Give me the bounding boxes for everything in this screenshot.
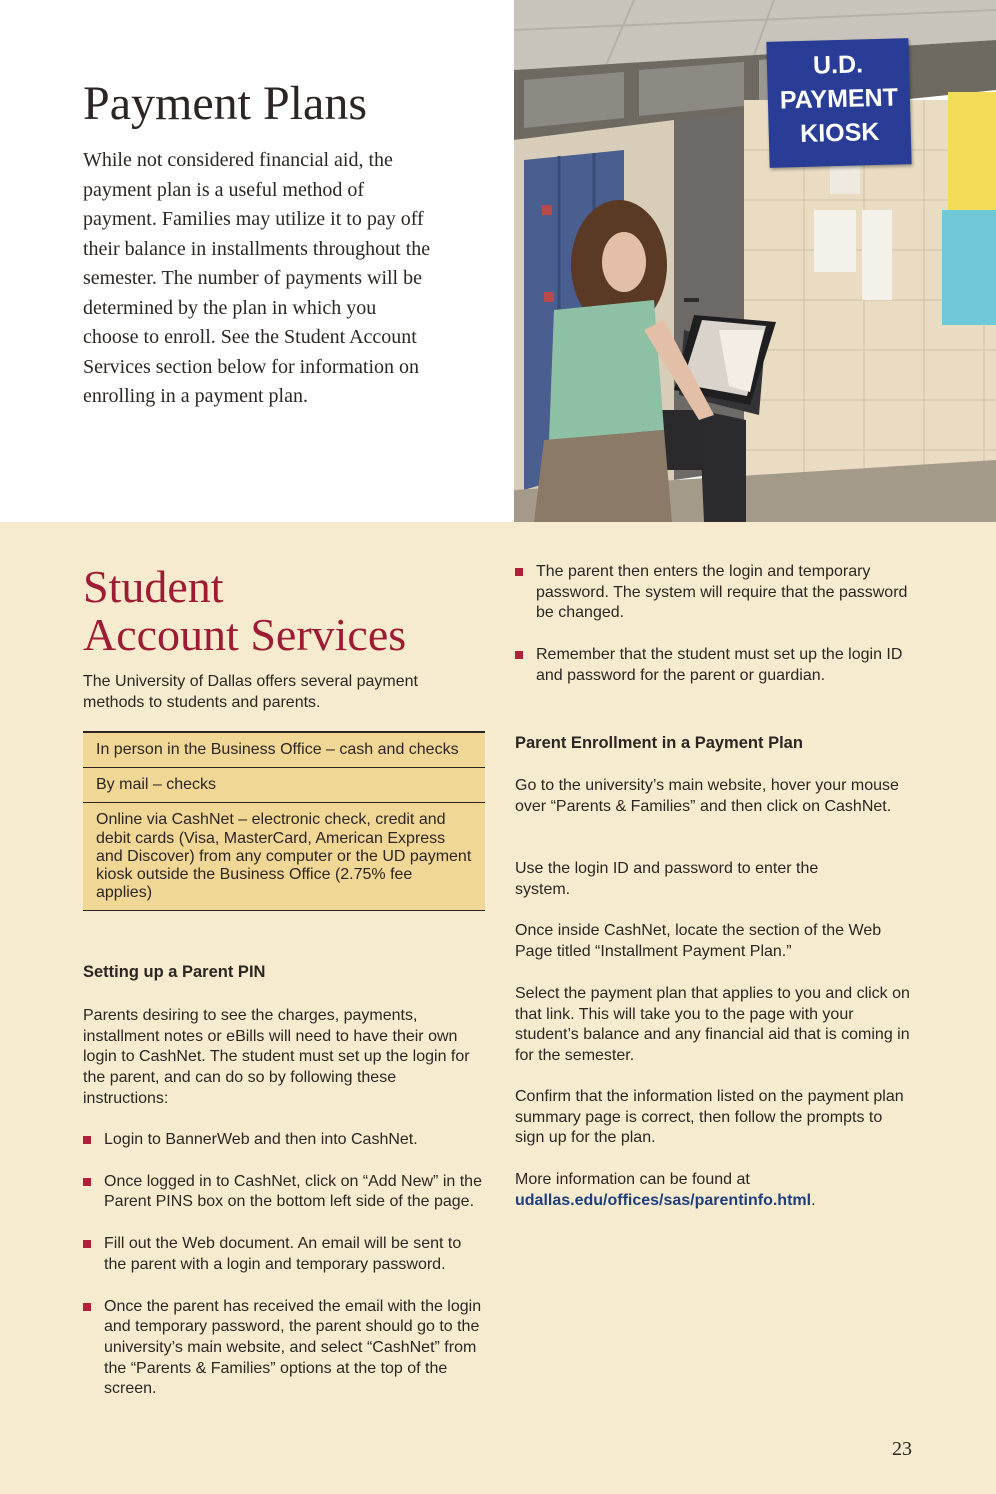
payment-plans-section: [0, 0, 996, 522]
enrollment-paragraph: Once inside CashNet, locate the section of the Web Page titled “Installment Payment Plan.”: [515, 922, 882, 960]
table-row: [83, 732, 485, 768]
list-item: Login to BannerWeb and then into CashNet.: [83, 1130, 485, 1151]
list-item: Fill out the Web document. An email will be sent to the parent with a login and temporary password.: [83, 1234, 485, 1275]
parent-pin-steps-right: [515, 562, 913, 708]
enrollment-heading: Parent Enrollment in a Payment Plan: [515, 734, 803, 752]
parent-pin-intro: Parents desiring to see the charges, payments, installment notes or eBills will need to have their own login to CashNet. The student must set up the login for the parent, and can do so by following these instructions:: [83, 1007, 470, 1107]
enrollment-paragraph: Go to the university’s main website, hover your mouse over “Parents & Families” and then click on CashNet.: [515, 777, 899, 815]
kiosk-photo: [514, 0, 996, 522]
student-account-services-title: [83, 563, 406, 659]
kiosk-sign-line: U.D.: [812, 50, 864, 80]
title-line: Account Services: [83, 609, 407, 660]
enrollment-paragraph: Confirm that the information listed on the payment plan summary page is correct, then follow the prompts to sign up for the plan.: [515, 1088, 904, 1147]
page-number: 23: [892, 1438, 912, 1460]
more-info: [515, 1170, 913, 1211]
enrollment-paragraph: Select the payment plan that applies to you and click on that link. This will take you to the page with your student’s balance and any financial aid that is coming in for the semester.: [515, 985, 910, 1065]
sas-intro: The University of Dallas offers several payment methods to students and parents.: [83, 673, 418, 711]
payment-methods-table: [83, 731, 485, 911]
list-item: Remember that the student must set up the login ID and password for the parent or guardian.: [515, 645, 913, 686]
list-item: Once logged in to CashNet, click on “Add New” in the Parent PINS box on the bottom left side of the page.: [83, 1172, 485, 1213]
kiosk-sign: [766, 38, 911, 168]
list-item: The parent then enters the login and temporary password. The system will require that the password be changed.: [515, 562, 913, 624]
list-item: Once the parent has received the email with the login and temporary password, the parent should go to the university’s main website, and select “CashNet” from the “Parents & Families” options at the top of the screen.: [83, 1297, 485, 1401]
kiosk-photo-illustration: [514, 0, 996, 522]
parentinfo-link[interactable]: udallas.edu/offices/sas/parentinfo.html: [515, 1191, 812, 1209]
payment-plans-body: While not considered financial aid, the payment plan is a useful method of payment. Families may utilize it to pay off their balance in installments throughout the semester. The number of payments will be determined by the plan in which you choose to enroll. See the Student Account Services section below for information on enrolling in a payment plan.: [83, 149, 431, 407]
enrollment-paragraph: Use the login ID and password to enter the system.: [515, 860, 819, 898]
table-row: [83, 803, 485, 911]
payment-method-cell: In person in the Business Office – cash and checks: [83, 732, 485, 768]
kiosk-sign-line: KIOSK: [799, 117, 880, 149]
parent-pin-heading: Setting up a Parent PIN: [83, 963, 266, 981]
more-info-text: More information can be found at: [515, 1171, 750, 1188]
more-info-period: .: [811, 1191, 816, 1209]
payment-plans-title: Payment Plans: [83, 77, 367, 130]
table-row: [83, 768, 485, 803]
title-line: Student: [83, 561, 224, 612]
parent-pin-steps-left: [83, 1130, 485, 1421]
payment-method-cell: By mail – checks: [83, 768, 485, 803]
kiosk-sign-line: PAYMENT: [779, 83, 899, 115]
payment-method-cell: Online via CashNet – electronic check, credit and debit cards (Visa, MasterCard, American Express and Discover) from any computer or the UD payment kiosk outside the Business Office (2.75% fee applies): [96, 811, 472, 902]
